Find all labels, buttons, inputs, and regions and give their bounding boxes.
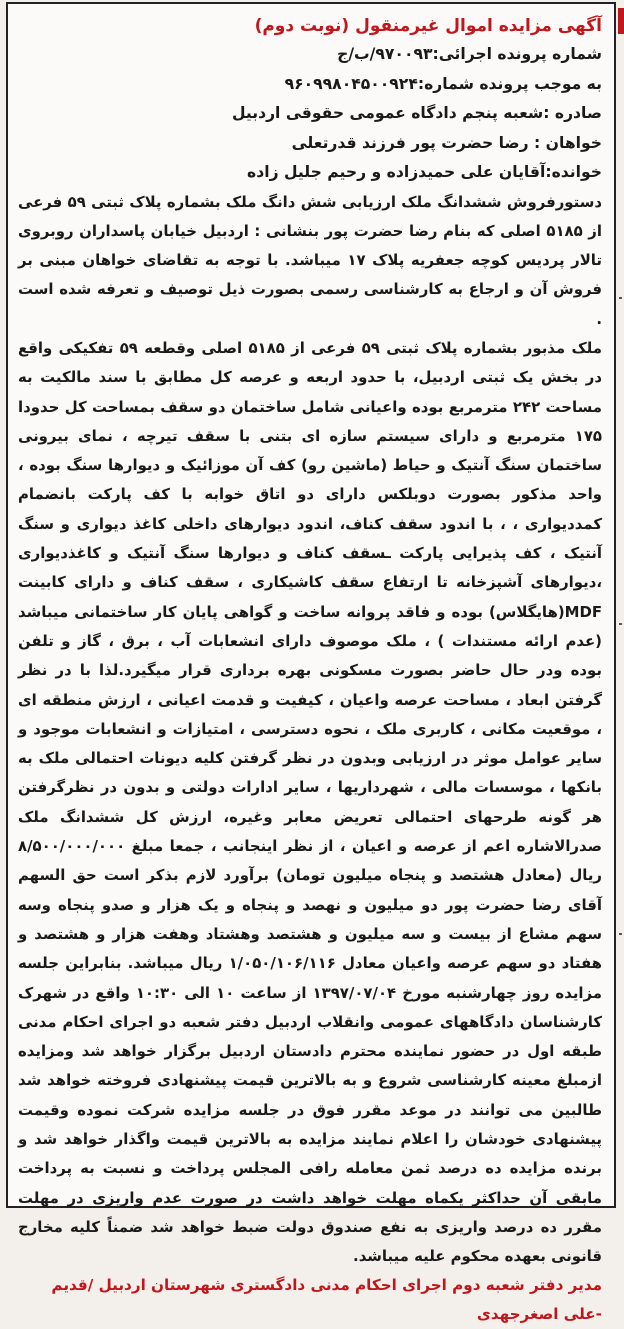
paragraph-description: ملک مذبور بشماره پلاک ثبتی ۵۹ فرعی از ۵۱۸۵ اصلی وقطعه ۵۹ تفکیکی واقع در بخش یک ثبتی اردبیل، با حدود اربعه و عرصه کل مطابق با سند مالکیت به مساحت ۲۴۲ مترمربع بوده واعیانی شامل ساختمان دو سقف بمساحت کل حدودا ۱۷۵ مترمربع و دارای سیستم سازه ای بتنی با سقف تیرچه ، نمای بیرونی ساختمان سنگ آنتیک و حیاط (ماشین رو) کف آن موزائیک و دیوارها سنگ بوده ، واحد مذکور بصورت دوبلکس دارای دو اتاق خوابه با کف پارکت بانضمام کمددیواری ، ، با اندود سقف کناف، اندود دیوارهای داخلی کاغذ دیواری و سنگ آنتیک ، کف پذیرایی پارکت ـسقف کناف و دیوارها سنگ آنتیک و کاغذدیواری ،دیوارهای آشپزخانه تا ارتفاع سقف کاشیکاری ، سقف کناف و دارای کابینت MDF(هایگلاس) بوده و فاقد پروانه ساخت و گواهی پایان کار ساختمانی میباشد (عدم ارائه مستندات ) ، ملک موصوف دارای انشعابات آب ، برق ، گاز و تلفن بوده ودر حال حاضر بصورت مسکونی بهره برداری قرار میگیرد.لذا با در نظر گرفتن ابعاد ، مساحت عرصه واعیان ، کیفیت و قدمت اعیانی ، ارزش منطقه ای ، موقعیت مکانی ، کاربری ملک ، نحوه دسترسی ، امتیازات و انشعابات موجود و سایر عوامل موثر در ارزیابی وبدون در نظر گرفتن کلیه دیونات احتمالی ملک به بانکها ، موسسات مالی ، شهرداریها ، سایر ادارات دولتی و بدون در نظرگرفتن هر گونه طرحهای احتمالی تعریض معابر وغیره، ارزش کل ششدانگ ملک صدرالاشاره اعم از عرصه و اعیان ، از نظر اینجانب ، جمعا مبلغ ۸/۵۰۰/۰۰۰/۰۰۰ ریال (معادل هشتصد و پنجاه میلیون تومان) برآورد لازم بذکر است حق السهم آقای رضا حضرت پور دو میلیون و نهصد و پنجاه و یک هزار و صدو پنجاه وسه سهم مشاع از بیست و سه میلیون و هشتصد وهشتاد وهفت هزار و هشتصد و هفتاد دو سهم عرصه واعیان معادل ۱/۰۵۰/۱۰۶/۱۱۶ ریال میباشد. بنابراین جلسه مزایده روز چهارشنبه مورخ ۱۳۹۷/۰۷/۰۴ از ساعت ۱۰ الی ۱۰:۳۰ واقع در شهرک کارشناسان دادگاههای عمومی وانقلاب اردبیل دفتر شعبه دو اجرای احکام مدنی طبقه اول در حضور نماینده محترم دادستان اردبیل برگزار خواهد شد ومزایده ازمبلغ معینه کارشناسی شروع و به بالاترین قیمت پیشنهادی فروخته خواهد شد طالبین می توانند در موعد مقرر فوق در جلسه مزایده شرکت نموده وقیمت پیشنهادی خودشان را اعلام نمایند مزایده به بالاترین قیمت واگذار خواهد شد و برنده مزایده ده درصد ثمن معامله رافی المجلس پرداخت و نسبت به پرداخت مابقی آن حداکثر یکماه مهلت خواهد داشت در صورت عدم واریزی در مهلت مقرر ده درصد واریزی به نفع صندوق دولت ضبط خواهد شد ضمناً کلیه مخارج قانونی بعهده محکوم علیه میباشد. <box>18 338 602 1266</box>
edge-tick <box>619 623 622 625</box>
paragraph-order: دستورفروش ششدانگ ملک ارزیابی شش دانگ ملک بشماره پلاک ثبتی ۵۹ فرعی از ۵۱۸۵ اصلی که بنام رضا حضرت پور بنشانی : اردبیل خیابان پاسداران روبروی تالار پردیس کوچه جعفریه پلاک ۱۷ میباشد. با توجه به تقاضای خواهان مبنی بر فروش آن و ارجاع به کارشناسی رسمی بصورت ذیل توصیف و تعرفه شده است . <box>18 192 603 328</box>
plaintiff: خواهان : رضا حضرت پور فرزند قدرتعلی <box>291 133 602 152</box>
edge-tick <box>619 933 622 935</box>
defendants: خوانده:آقایان علی حمیدزاده و رحیم جلیل زاده <box>247 163 602 181</box>
red-edge-mark <box>618 8 624 34</box>
notice-body <box>18 188 602 1272</box>
case-number: به موجب پرونده شماره:۹۶۰۹۹۸۰۴۵۰۰۹۲۴ <box>284 74 602 93</box>
notice-frame <box>6 2 616 1324</box>
file-number: شماره پرونده اجرائی:۹۷۰۰۹۳/ب/ج <box>337 45 602 63</box>
issuer: صادره :شعبه پنجم دادگاه عمومی حقوقی اردبیل <box>231 104 602 122</box>
edge-tick <box>619 297 622 299</box>
notice-title: آگهی مزایده اموال غیرمنقول (نوبت دوم) <box>254 16 602 36</box>
signature: مدیر دفتر شعبه دوم اجرای احکام مدنی دادگستری شهرستان اردبیل /قدیم -علی اصغرجهدی <box>51 1276 602 1324</box>
notice-content <box>8 4 614 1324</box>
